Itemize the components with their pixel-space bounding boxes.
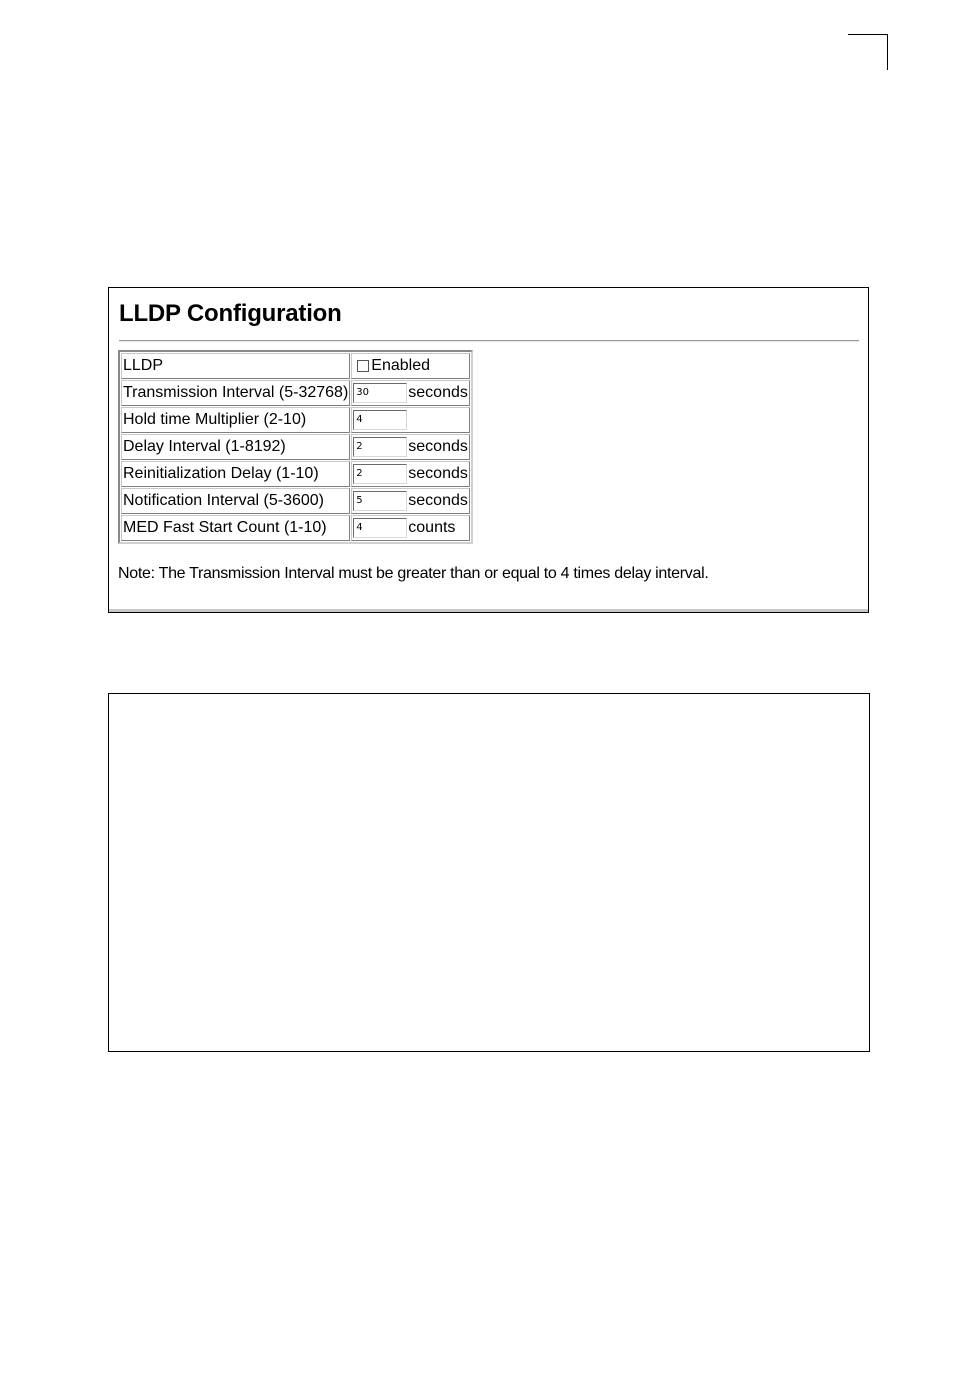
hold-time-multiplier-cell xyxy=(351,407,470,433)
page-title: LLDP Configuration xyxy=(119,300,342,327)
transmission-interval-unit: seconds xyxy=(408,384,468,401)
row-label-notification-interval: Notification Interval (5-3600) xyxy=(121,488,350,514)
table-row-notification-interval xyxy=(121,488,470,514)
med-fast-start-count-cell xyxy=(351,515,470,541)
title-divider xyxy=(119,340,859,342)
transmission-interval-cell xyxy=(351,380,470,406)
reinitialization-delay-input[interactable]: 2 xyxy=(353,464,407,484)
lldp-config-table xyxy=(118,350,473,544)
row-label-transmission-interval: Transmission Interval (5-32768) xyxy=(121,380,350,406)
table-row-lldp xyxy=(121,353,470,379)
delay-interval-input[interactable]: 2 xyxy=(353,437,407,457)
delay-interval-cell xyxy=(351,434,470,460)
table-row-hold-time-multiplier xyxy=(121,407,470,433)
table-row-delay-interval xyxy=(121,434,470,460)
notification-interval-input[interactable]: 5 xyxy=(353,491,407,511)
transmission-interval-note: Note: The Transmission Interval must be greater than or equal to 4 times delay interval. xyxy=(118,565,709,582)
lldp-enabled-cell xyxy=(351,353,470,379)
page-corner-crop-mark xyxy=(848,34,888,70)
lldp-enabled-checkbox[interactable] xyxy=(357,360,369,372)
row-label-lldp: LLDP xyxy=(121,353,350,379)
reinitialization-delay-cell xyxy=(351,461,470,487)
table-row-med-fast-start-count xyxy=(121,515,470,541)
notification-interval-cell xyxy=(351,488,470,514)
hold-time-multiplier-input[interactable]: 4 xyxy=(353,410,407,430)
lldp-enabled-label: Enabled xyxy=(371,357,430,374)
table-row-reinitialization-delay xyxy=(121,461,470,487)
delay-interval-unit: seconds xyxy=(408,438,468,455)
row-label-reinitialization-delay: Reinitialization Delay (1-10) xyxy=(121,461,350,487)
row-label-delay-interval: Delay Interval (1-8192) xyxy=(121,434,350,460)
row-label-med-fast-start-count: MED Fast Start Count (1-10) xyxy=(121,515,350,541)
med-fast-start-count-input[interactable]: 4 xyxy=(353,518,407,538)
notification-interval-unit: seconds xyxy=(408,492,468,509)
transmission-interval-input[interactable]: 30 xyxy=(353,383,407,403)
reinitialization-delay-unit: seconds xyxy=(408,465,468,482)
empty-bordered-box xyxy=(108,693,870,1052)
table-row-transmission-interval xyxy=(121,380,470,406)
row-label-hold-time-multiplier: Hold time Multiplier (2-10) xyxy=(121,407,350,433)
lldp-configuration-panel xyxy=(108,287,869,613)
med-fast-start-count-unit: counts xyxy=(408,519,456,536)
